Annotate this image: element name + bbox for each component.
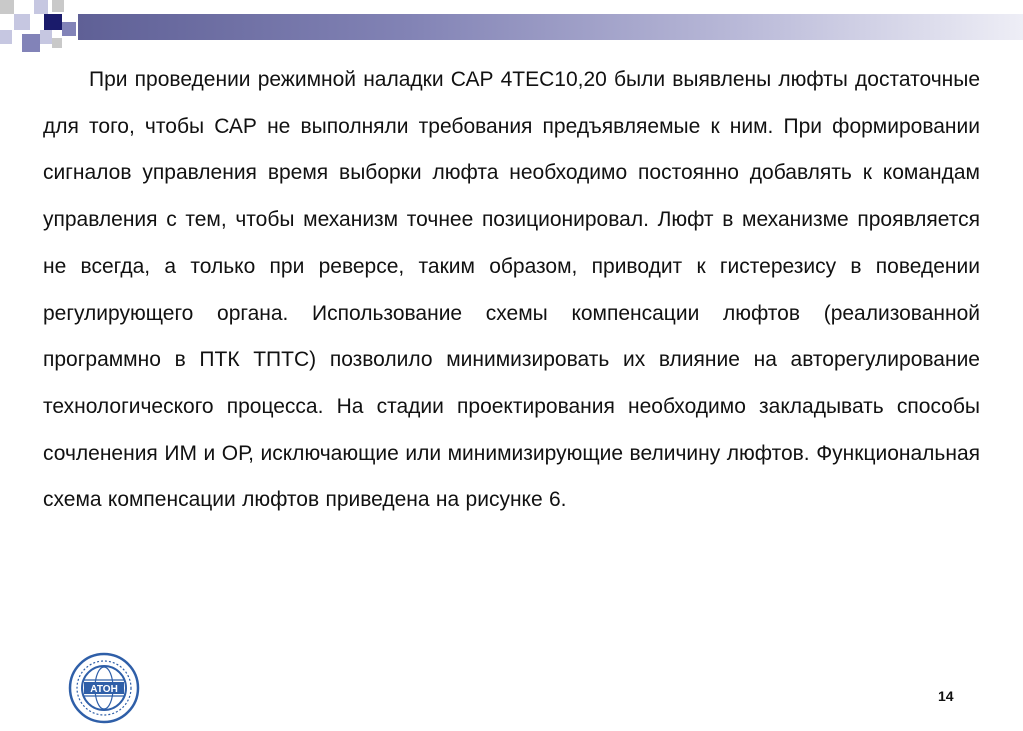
aton-logo-icon [68,652,140,724]
header-gradient-band [78,14,1023,40]
logo-text: АТОН [90,684,118,695]
body-paragraph: При проведении режимной наладки САР 4ТЕС10,20 были выявлены люфты достаточные для того, чтобы САР не выполняли требования предъявляемые к ним. При формировании сигналов управления время выборки люфта необходимо постоянно добавлять к командам управления с тем, чтобы механизм точнее позиционировал. Люфт в механизме проявляется не всегда, а только при реверсе, таким образом, приводит к гистерезису в поведении регулирующего органа. Использование схемы компенсации люфтов (реализованной программно в ПТК ТПТС) позволило минимизировать их влияние на авторегулирование технологического процесса. На стадии проектирования необходимо закладывать способы сочленения ИМ и ОР, исключающие или минимизирующие величину люфтов. Функциональная схема компенсации люфтов приведена на рисунке 6. [43,68,980,512]
page-number: 14 [938,688,954,704]
